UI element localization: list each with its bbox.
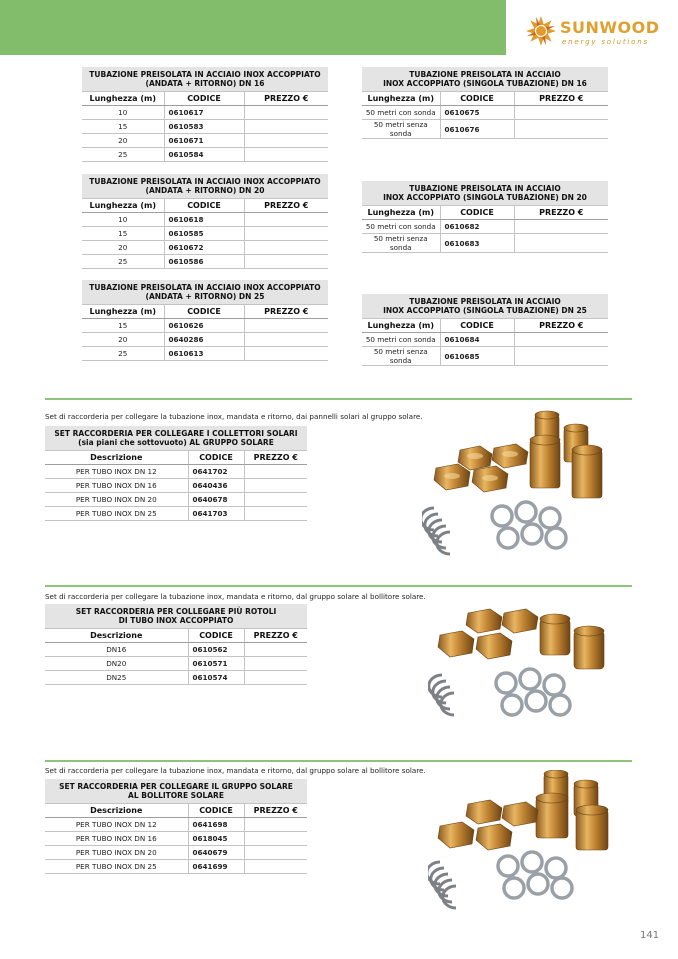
col-header-codice: CODICE xyxy=(188,629,244,643)
table-inox-dn16-andata-ritorno xyxy=(82,67,328,162)
col-header-lunghezza: Lunghezza (m) xyxy=(82,92,164,106)
col-header-codice: CODICE xyxy=(164,92,244,106)
table-row: 50 metri senza sonda 0610683 xyxy=(362,234,608,253)
page-number: 141 xyxy=(640,930,660,941)
table-row: DN25 0610574 xyxy=(45,671,307,685)
col-header-descrizione: Descrizione xyxy=(45,804,188,818)
col-header-lunghezza: Lunghezza (m) xyxy=(362,319,440,333)
table-inox-dn25-singola xyxy=(362,294,608,366)
table-row: 10 0610618 xyxy=(82,213,328,227)
col-header-descrizione: Descrizione xyxy=(45,629,188,643)
section-description: Set di raccorderia per collegare la tubazione inox, mandata e ritorno, dal gruppo solare al bollitore solare. xyxy=(45,766,426,775)
fittings-photo-set-3 xyxy=(428,770,618,920)
col-header-codice: CODICE xyxy=(440,206,514,220)
table-row: 25 0610586 xyxy=(82,255,328,269)
table-title: SET RACCORDERIA PER COLLEGARE PIÙ ROTOLI DI TUBO INOX ACCOPPIATO xyxy=(45,604,307,629)
col-header-codice: CODICE xyxy=(188,451,244,465)
col-header-codice: CODICE xyxy=(440,92,514,106)
col-header-prezzo: PREZZO € xyxy=(514,319,608,333)
table-row: PER TUBO INOX DN 12 0641698 xyxy=(45,818,307,832)
section-divider xyxy=(45,760,632,762)
table-title: TUBAZIONE PREISOLATA IN ACCIAIO INOX ACCOPPIATO (ANDATA + RITORNO) DN 16 xyxy=(82,67,328,92)
table-row: 10 0610617 xyxy=(82,106,328,120)
table-row: 15 0610585 xyxy=(82,227,328,241)
col-header-prezzo: PREZZO € xyxy=(244,92,328,106)
fittings-photo-set-2 xyxy=(428,605,618,735)
table-set-piu-rotoli xyxy=(45,604,307,685)
table-row: 25 0610613 xyxy=(82,347,328,361)
table-inox-dn20-singola xyxy=(362,181,608,253)
col-header-prezzo: PREZZO € xyxy=(514,206,608,220)
table-row: 20 0640286 xyxy=(82,333,328,347)
table-row: 50 metri con sonda 0610684 xyxy=(362,333,608,347)
col-header-codice: CODICE xyxy=(440,319,514,333)
col-header-codice: CODICE xyxy=(188,804,244,818)
col-header-lunghezza: Lunghezza (m) xyxy=(82,199,164,213)
section-divider xyxy=(45,585,632,587)
table-title: SET RACCORDERIA PER COLLEGARE IL GRUPPO SOLARE AL BOLLITORE SOLARE xyxy=(45,779,307,804)
section-divider xyxy=(45,398,632,400)
table-row: PER TUBO INOX DN 25 0641699 xyxy=(45,860,307,874)
table-row: 50 metri con sonda 0610675 xyxy=(362,106,608,120)
table-inox-dn25-andata-ritorno xyxy=(82,280,328,361)
table-row: 50 metri senza sonda 0610676 xyxy=(362,120,608,139)
section-description: Set di raccorderia per collegare la tubazione inox, mandata e ritorno, dai pannelli solari al gruppo solare. xyxy=(45,412,423,421)
table-row: DN20 0610571 xyxy=(45,657,307,671)
table-row: 20 0610671 xyxy=(82,134,328,148)
col-header-lunghezza: Lunghezza (m) xyxy=(362,92,440,106)
table-row: 50 metri senza sonda 0610685 xyxy=(362,347,608,366)
col-header-codice: CODICE xyxy=(164,305,244,319)
table-row: DN16 0610562 xyxy=(45,643,307,657)
table-title: TUBAZIONE PREISOLATA IN ACCIAIO INOX ACCOPPIATO (ANDATA + RITORNO) DN 25 xyxy=(82,280,328,305)
table-title: SET RACCORDERIA PER COLLEGARE I COLLETTORI SOLARI (sia piani che sottovuoto) AL GRUPPO SOLARE xyxy=(45,426,307,451)
table-title: TUBAZIONE PREISOLATA IN ACCIAIO INOX ACCOPPIATO (SINGOLA TUBAZIONE) DN 16 xyxy=(362,67,608,92)
col-header-prezzo: PREZZO € xyxy=(244,451,307,465)
table-row: PER TUBO INOX DN 12 0641702 xyxy=(45,465,307,479)
brand-name: SUNWOOD xyxy=(560,18,660,37)
col-header-prezzo: PREZZO € xyxy=(244,305,328,319)
table-title: TUBAZIONE PREISOLATA IN ACCIAIO INOX ACCOPPIATO (SINGOLA TUBAZIONE) DN 20 xyxy=(362,181,608,206)
table-row: PER TUBO INOX DN 16 0618045 xyxy=(45,832,307,846)
col-header-prezzo: PREZZO € xyxy=(244,199,328,213)
table-row: 15 0610583 xyxy=(82,120,328,134)
fittings-photo-set-1 xyxy=(422,410,612,565)
col-header-prezzo: PREZZO € xyxy=(514,92,608,106)
table-row: 20 0610672 xyxy=(82,241,328,255)
table-row: PER TUBO INOX DN 16 0640436 xyxy=(45,479,307,493)
table-inox-dn20-andata-ritorno xyxy=(82,174,328,269)
col-header-prezzo: PREZZO € xyxy=(244,804,307,818)
col-header-codice: CODICE xyxy=(164,199,244,213)
col-header-lunghezza: Lunghezza (m) xyxy=(82,305,164,319)
table-inox-dn16-singola xyxy=(362,67,608,139)
table-row: PER TUBO INOX DN 20 0640678 xyxy=(45,493,307,507)
table-title: TUBAZIONE PREISOLATA IN ACCIAIO INOX ACCOPPIATO (SINGOLA TUBAZIONE) DN 25 xyxy=(362,294,608,319)
table-title: TUBAZIONE PREISOLATA IN ACCIAIO INOX ACCOPPIATO (ANDATA + RITORNO) DN 20 xyxy=(82,174,328,199)
table-row: 15 0610626 xyxy=(82,319,328,333)
table-row: PER TUBO INOX DN 25 0641703 xyxy=(45,507,307,521)
col-header-prezzo: PREZZO € xyxy=(244,629,307,643)
brand-tagline: energy solutions xyxy=(562,38,649,46)
table-set-collettori-gruppo xyxy=(45,426,307,521)
table-row: 25 0610584 xyxy=(82,148,328,162)
table-set-gruppo-bollitore xyxy=(45,779,307,874)
section-description: Set di raccorderia per collegare la tubazione inox, mandata e ritorno, dal gruppo solare al bollitore solare. xyxy=(45,592,426,601)
col-header-lunghezza: Lunghezza (m) xyxy=(362,206,440,220)
table-row: 50 metri con sonda 0610682 xyxy=(362,220,608,234)
table-row: PER TUBO INOX DN 20 0640679 xyxy=(45,846,307,860)
col-header-descrizione: Descrizione xyxy=(45,451,188,465)
header-bar xyxy=(0,0,506,55)
